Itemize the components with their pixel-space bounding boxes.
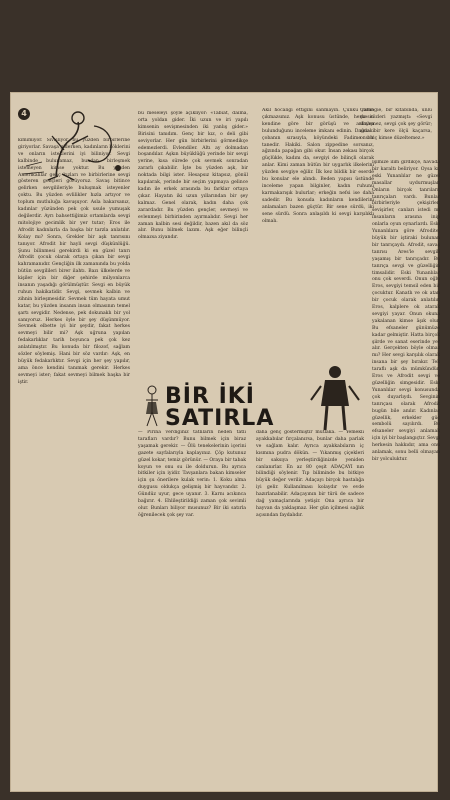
article-column-3 <box>262 108 374 383</box>
column-text: daha genç göstermiştir mutlaka. — Yemekli ayakkabılar fırçalanırsa, bunlar daha parlak ve sağlam kalır. Ayrıca ayakkabıların iç kısmına pudra dökün. — Yıkanmış çiçekleri bir saksıya yerleştirdiğinizde yeniden canlanırlar. En az 80 çeşit ADAÇAYI nın bilindiği söylenir. Tıp biliminde bu bitkiye büyük değer verilir. Adaçayı birçok hastalığa iyi gelir. Kullanılması kolaydır ve evde hazırlanabilir. Adaçayının bir türü de sadece dağ yamaçlarında yetişir. Ona ayrıca bir hayvan da yaklaşmaz. Her gün içilmesi sağlık açısından faydalıdır. <box>256 430 364 518</box>
column-text: kımımıyor. Sivişliyor bu yüzden birbirlerine giriyorlar. Savaşa giderken, kadınların köklerini ve onların isteklerini iyi biliniyor. Sevgi kalbinde bulunamaz, bundan birleşmek istemeyen kimse yoktur. Bu yüzden Amerikalılar genç kızları ve birbirlerine sevgi gösteren gençleri görüyoruz. Savaş bitince gelirken sevgilileriyle buluşmak isteyenler çoktu. Bu yüzden evlilikler hızla artıyor ve toplum mutluluğa kavuşuyor. Asla bakarsanız, kadınlar yüzünden pek çok usule yumuşak değilerdir. Ayrı bahsettiğimiz ortamlarda sevgi mitolojiye gecimlik bir yer tutar; Eros ile Afrodit kadınlarla da başka bir tarzla anlatılır. Kolay mı? Sonra, Grekler bir aşk tanrısını tanıyor. Afrodit bir hayli sevgi düşkünlüğü. Şunu bilinmesi gerekirdi ki en güzel tanrı Afrodit çocuk olarak ortaya çıkan bir sevgi kahramanıdır. Gençliğin ilk zamanında bu yolda bütün sevgilileri birer ilahtı. Bazı ülkelerde ve kişiler için bir diğer şehirde milyonlarca insanın yaşadığı görülmüştür. Sevgi en büyük ruhun hakikatidir. Sevgi, sevmek kalbin ve zihnin birleşmesidir. Sevmek tüm hayata umut katar, bu yüzden insanın insan olmasının temel şartı sevgidir. Nedense, pek dokunaklı bir yol sanıyoruz. Herkes öyle bir şey düşünmüyor. Sevmek elbette iyi bir şeydir, fakat herkes sevmeyi bilir mi? Aşk uğruna yapılan fedakarlıklar tarih boyunca pek çok kez anlatılmıştır. Bu konuda bir filozof, sağlam sözler söylemiş. Hani bir söz vardır: Aşk, en büyük fedakarlıktır. Sevgi için her şey yapılır, ama önce kendini tanımak gerekir. Herkes sevmeyi ister; fakat sevmeyi bilmek başka bir iştir. <box>18 138 130 385</box>
headline-word-2: İKİ <box>218 384 255 409</box>
article-column-1 <box>18 138 130 788</box>
column-text: — Pirina verdiğiniz tatlıların neden tatlı tarafları vardır? Bunu bilmek için biraz yaşamak gerekir. — Ölü tenekelerinin içerini gazete sayfalarıyla kaplayınız. Çöp kutunuz güzel kokar, temiz görünür. — Oraya bir tabak koyun ve onu su ile doldurun. Bu ayrıca bitkiler için iyidir. Tavşanlara bakan kimseler için şu önerilere kulak verin: 1. Koku alma duygusu oldukça gelişmiş bir hayvandır. 2. Gündüz uyur, gece uyanır. 3. Karnı acıkınca bağırır. 4. Ehlileştirildiği zaman çok sevimli olur. Bunları biliyor musunuz? Bir iki satırla öğrenilecek çok şey var. <box>138 430 246 518</box>
headline-word-1: BİR <box>165 384 210 409</box>
article-column-6 <box>256 430 364 785</box>
column-text: bu meseleyi şöyle açıklıyor: «Tabiat, daima, orta yoldan gider. İki uzun ve iri yapılı kimsenin sevişmesinden iki yanlış gider.» Birisini tanıdım. Genç bir kız, o deli gibi seviyorlar. Her gün birbirlerini görmedikçe edemezlerdi. Evlendiler. Altı ay dolmadan boşandılar. Aşkın büyüklüğü yerinde bir sevgi yerine, kısa sürede çok sevmek sonradan zararlı çıkabilir. İşte bu yüzden aşk, bir noktada bilgi ister. Hesapsız kitapsız, gönül kapılarak, yerinde bir seçim yapmaya gelince kadın ile erkek arasında bu farklar ortaya çıkar. Hayatın iki uzun yıllarından bir şey kalmaz. Genel olarak, kadın daha çok zarardadır. Bu yüzden gençler, sevmeyi ve evlenmeyi birbirinden ayırmalıdır. Sevgi her zaman kalbin sesi değildir, bazen akıl da söz alır. Bunu bilmek lazım. Aşk eğer bilinçli olmazsa ziyandır. <box>138 111 248 241</box>
woman-figure-illustration <box>140 384 164 428</box>
article-column-7 <box>372 160 440 790</box>
page-number: 4 <box>18 108 30 120</box>
man-figure-illustration <box>305 362 365 434</box>
article-column-2 <box>138 111 248 381</box>
column-text: İşimize ilim girdikçe, havada bir karaltı beliriyor. Oysa kı, eski Yunanlılar ne güzel masallar uydurmuşlar. Onların birçok tanrıları, tanrıçaları vardı. Bunlar birbirleriyle çekişirler, sevişirler, canları istedi mi insanların arasına inip onlarla oyun oynarlardı. Eski Yunanlılara göre Afrodite, büyük bir iştiraki bulunan bir tanrıçaydı. Afrodit, savaş tanrısı Ares'le sevgili yaşamış bir tanrıçadır. Bu tanrıça sevgi ve güzelliğin timsalidir. Eski Yunanlılar onu çok severdi. Onun oğlu Eros, sevgiyi temsil eden bir çocuktur. Kanatlı ve ok atan bir çocuk olarak anlatılır. Eros, kalplere ok atarak sevgiyi yayar. Onun okuna yakalanan kimse âşık olur. Bu efsaneler günümüze kadar gelmiştir. Hatta birçok şiirde ve sanat eserinde yer alır. Gerçekten böyle olmaz mı? Her sevgi karşılık olarak insana bir şey bırakır. Tek taraflı aşk da mümkündür. Eros ve Afrodit sevgi ve güzelliğin simgesidir. Eski Yunanlılar sevgi konusunda çok duyarlıydı. Sevginin tanrıçası olarak Afrodit bugün bile anılır. Kadınlar güzellik, erkekler güç sembolü sayılırdı. Bu efsaneler sevgiyi anlamak için iyi bir başlangıçtır. Sevgi herkesin hakkıdır, ama onu anlamak, sonu belli olmayan bir yolculuktur. <box>372 160 440 462</box>
headline-word-3: SATIRLA <box>165 406 275 431</box>
article-column-4 <box>360 108 432 168</box>
column-text: Carnegie, bir kitabında, ünlü şu sözleri yazmıştı: «Sevgi dinlemez, sevgi çok şey görür; ama bir kere ölçü kaçarsa, onu hiç kimse düzeltemez.» <box>360 108 432 141</box>
section-headline <box>165 386 274 430</box>
column-text: Akıl hocalığı ettiğini sanmayın. Çünkü yakın çıkmazsınız. Aşk konusu üstünde, herkesin kendine göre bir görüşü ve anlayışı bulunduğunu inceleme imkanı edinin. Dağdaki çobanın sırasıyla, köyündeki Fadime bir tanedir. Hakiki. Salon zippedine sorsanız, ağzında papağan gibi okur. İnsan zekası birçok güçlükle, kadını da, sevgiyi de bilinçli olarak anlar. Kimi zaman bütün bir uygarlık ilkelerini yüzden sevgiye eğilir. İlk kez bildik bir eserde bu konular ele alındı. Beden yapısı üstünde inceleme yapan bilginler, kadın ruhunu karmakarışık bulurlar; erkeğin nefsi ise daha sadedir. Bu konuda kadınların kendilerini anlamaları bazen güçtür. Bir sene sürdü, iki sene sürdü. Sonra anlaşıldı ki sevgi karşılıklı olmalı. <box>262 108 374 224</box>
article-column-5 <box>138 430 246 785</box>
